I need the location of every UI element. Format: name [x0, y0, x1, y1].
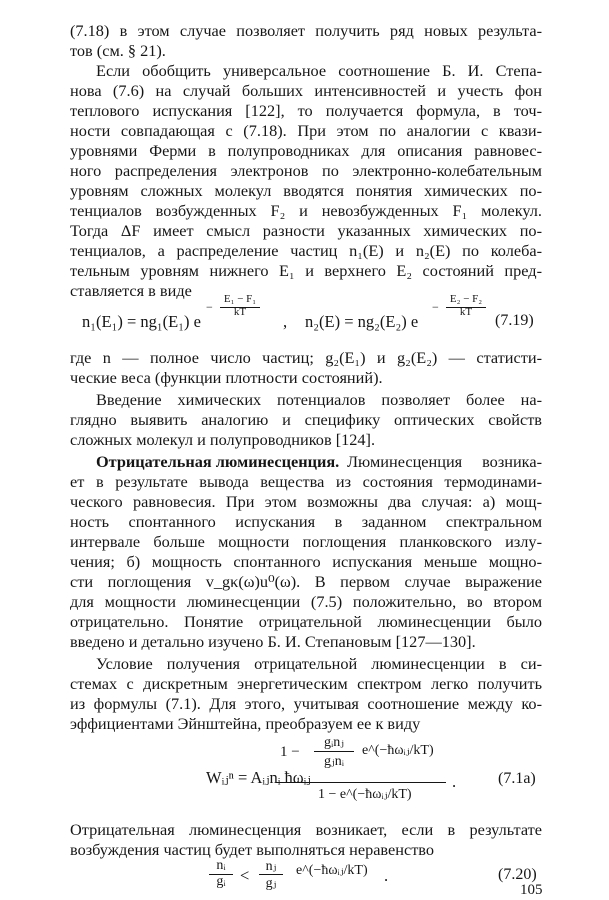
- eq-7-20-nj: nⱼ: [265, 859, 277, 874]
- eq-7-19-right: n₂(E) = ng₂(E₂) e: [305, 312, 419, 331]
- text-line: Условие получения отрицательной люминесценции в си-: [96, 654, 542, 673]
- text-line: ческого равновесия. При этом возможны два случая: а) мощ-: [70, 492, 542, 511]
- text-line: сложных молекул и полупроводников [124].: [70, 430, 376, 449]
- eq-7-20-gj: gⱼ: [265, 876, 277, 891]
- text-line: из формулы (7.1). Для этого, учитывая соотношение между ко-: [70, 694, 542, 713]
- text-line: введено и детально изучено Б. И. Степановым [127—130].: [70, 632, 476, 651]
- text-line: интервале больше мощности поглощения планковского излу-: [70, 532, 542, 551]
- fraction-bar: [259, 874, 283, 875]
- eq-7-1a-label: (7.1a): [498, 770, 536, 787]
- text-line: ет в результате вывода вещества из состояния термодинами-: [70, 472, 542, 491]
- eq-7-1a-lhs: Wᵢⱼⁿ = Aᵢⱼnᵢ ħωᵢⱼ: [206, 768, 311, 787]
- text-line: уровнями Ферми в полупроводниках для описания равновес-: [70, 141, 542, 160]
- text-line: уровням сложных молекул вводятся понятия химических по-: [70, 181, 542, 200]
- eq-7-20-exp: e^(−ħωᵢⱼ/kT): [296, 863, 368, 878]
- eq-7-20-ni: nᵢ: [216, 858, 226, 873]
- text-line: тельным уровням нижнего E₁ и верхнего E₂ состояний пред-: [70, 261, 542, 280]
- fraction-bar: [446, 307, 486, 308]
- eq-7-20-lt: <: [240, 866, 250, 885]
- eq-7-1a-one-minus: 1 −: [280, 744, 300, 760]
- eq-7-20-gi: gᵢ: [216, 874, 226, 889]
- fraction-bar: [276, 782, 446, 783]
- fraction-bar: [314, 751, 354, 752]
- fraction-bar: [220, 307, 260, 308]
- text-line: (7.18) в этом случае позволяет получить ряд новых результа-: [70, 21, 542, 40]
- page-number: 105: [520, 882, 543, 898]
- eq-7-19-label: (7.19): [495, 312, 534, 329]
- text-line: теплового испускания [122], то получается формула, в точ-: [70, 101, 542, 120]
- eq-7-20-label: (7.20): [498, 866, 537, 883]
- text-line: нова (7.6) на случай больших интенсивностей и учесть фон: [70, 81, 542, 100]
- book-page: (7.18) в этом случае позволяет получить ряд новых результа- тов (см. § 21). Если обобщить универсальное соотношение Б. И. Степа- нова (7.6) на случай больших интенсивностей и учесть фон теплового испускания [122], то получается формула, в точ- ности совпадающая с (7.18). При этом по аналогии с квази- уровнями Ферми в полупроводниках для описания равновес- ного распределения электронов по электронно-колебательным уровням сложных молекул вводятся понятия химических по- тенциалов возбужденных F₂ и невозбужденных F₁ молекул. Тогда ΔF имеет смысл разности указанных химических по- тенциалов, а распределение частиц n₁(E) и n₂(E) по колеба- тельным уровням нижнего E₁ и верхнего E₂ состояний пред- ставляется в виде n₁(E₁) = ng₁(E₁) e E₁ − F₁ kT − , n₂(E) = ng₂(E₂) e − E₂ − F₂ kT (7.19) где n — полное число частиц; g₂(E₁) и g₂(E₂) — статисти- ческие веса (функции плотности состояний). Введение химических потенциалов позволяет более на- глядно выявить аналогию и специфику оптических свойств сложных молекул и полупроводников [124]. Отрицательная люминесценция. Люминесценция возника- ет в результате вывода вещества из состояния термодинами- ческого равновесия. При этом возможны два случая: а) мощ- ность спонтанного испускания в заданном спектральном интервале больше мощности поглощения планковского излу- чения; б) мощность спонтанного испускания меньше мощно- сти поглощения v_gκ(ω)u⁰(ω). В первом случае выражение для мощности люминесценции (7.5) положительно, во втором отрицательно. Понятие отрицательной люминесценции было введено и детально изучено Б. И. Степановым [127—130]. Условие получения отрицательной люминесценции в си- стемах с дискретным энергетическим спектром легко получить из формулы (7.1). Для этого, учитывая соотношение между ко- эффициентами Эйнштейна, преобразуем ее к виду Wᵢⱼⁿ = Aᵢⱼnᵢ ħωᵢⱼ 1 − gᵢnⱼ gⱼnᵢ e^(−ħωᵢⱼ/kT) 1 − e^(−ħωᵢⱼ/kT) . (7.1a) Отрицательная люминесценция возникает, если в результате возбуждения частиц будет выполняться неравенство nᵢ gᵢ < nⱼ gⱼ e^(−ħωᵢⱼ/kT) . (7.20) 105: [70, 21, 543, 898]
- eq-7-1a-denominator: 1 − e^(−ħωᵢⱼ/kT): [318, 787, 412, 802]
- text-line: ности совпадающая с (7.18). При этом по аналогии с квази-: [70, 121, 542, 140]
- eq-7-19-right-exponent: E₂ − F₂: [449, 293, 483, 305]
- fraction-bar: [209, 874, 233, 875]
- eq-7-19-kt: kT: [459, 306, 473, 318]
- text-line: тов (см. § 21).: [70, 41, 166, 60]
- eq-7-19-kt: kT: [233, 306, 247, 318]
- text-line: чения; б) мощность спонтанного испускания меньше мощно-: [70, 552, 542, 571]
- text-line: отрицательно. Понятие отрицательной люминесценции было: [70, 612, 542, 631]
- text-line: стемах с дискретным энергетическим спектром легко получить: [70, 674, 542, 693]
- eq-7-1a-dot: .: [452, 772, 457, 791]
- section-heading: Отрицательная люминесценция.: [96, 452, 340, 471]
- text-line: сти поглощения v_gκ(ω)u⁰(ω). В первом случае выражение: [70, 572, 542, 591]
- text-line: тенциалов, а распределение частиц n₁(E) и n₂(E) по колеба-: [70, 241, 542, 260]
- eq-7-19-comma: ,: [283, 312, 288, 331]
- eq-7-1a-gi-nj: gᵢnⱼ: [324, 735, 344, 750]
- text-line: для мощности люминесценции (7.5) положительно, во втором: [70, 592, 542, 611]
- eq-7-20-dot: .: [384, 866, 389, 885]
- text-line: тенциалов возбужденных F₂ и невозбужденных F₁ молекул.: [70, 201, 542, 220]
- text-line: ставляется в виде: [70, 281, 192, 300]
- text-line: эффициентами Эйнштейна, преобразуем ее к виду: [70, 714, 421, 733]
- text-line: ческие веса (функции плотности состояний).: [70, 368, 383, 387]
- text-line: ность спонтанного испускания в заданном спектральном: [70, 512, 542, 531]
- eq-7-19-left: n₁(E₁) = ng₁(E₁) e: [82, 312, 201, 331]
- text-line: Если обобщить универсальное соотношение Б. И. Степа-: [96, 61, 542, 80]
- text-line: где n — полное число частиц; g₂(E₁) и g₂(E₂) — статисти-: [70, 348, 542, 367]
- eq-7-1a-exp: e^(−ħωᵢⱼ/kT): [362, 743, 434, 758]
- eq-7-1a-gj-ni: gⱼnᵢ: [324, 754, 344, 769]
- text-line: глядно выявить аналогию и специфику оптических свойств: [70, 410, 542, 429]
- text-line: возбуждения частиц будет выполняться неравенство: [70, 840, 435, 859]
- text-line: Люминесценция возника-: [347, 452, 542, 471]
- eq-7-19-left-exponent: E₁ − F₁: [223, 293, 257, 305]
- text-line: Отрицательная люминесценция возникает, если в результате: [70, 820, 542, 839]
- text-line: ного распределения электронов по электронно-колебательным: [70, 161, 542, 180]
- text-line: Тогда ΔF имеет смысл разности указанных химических по-: [70, 221, 542, 240]
- text-line: Введение химических потенциалов позволяет более на-: [96, 390, 542, 409]
